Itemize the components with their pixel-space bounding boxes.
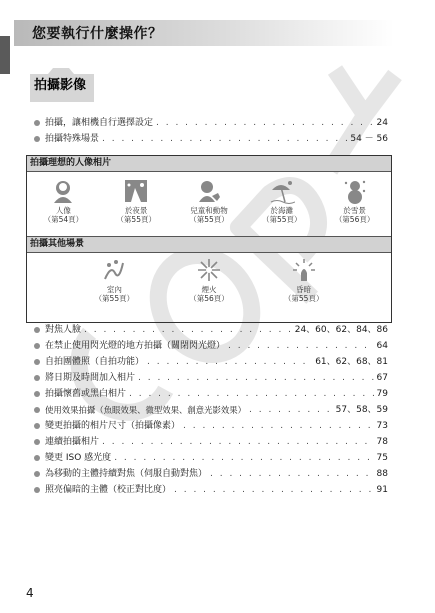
scene-page: （第55頁） bbox=[116, 215, 156, 224]
leader-dots bbox=[228, 340, 374, 352]
toc-item[interactable] bbox=[34, 368, 388, 384]
scene-name: 室內 bbox=[106, 285, 122, 294]
leader-dots bbox=[156, 117, 374, 129]
scene-name: 於海灘 bbox=[270, 206, 294, 215]
bullet-icon bbox=[34, 455, 40, 461]
leader-dots bbox=[249, 404, 333, 416]
bullet-icon bbox=[34, 343, 40, 349]
toc-item[interactable] bbox=[34, 113, 388, 129]
bullet-icon bbox=[34, 375, 40, 381]
scene-name: 煙火 bbox=[201, 285, 217, 294]
scene-name: 於夜景 bbox=[124, 206, 148, 215]
toc-item[interactable] bbox=[34, 416, 388, 432]
leader-dots bbox=[114, 452, 373, 464]
toc-label: 對焦人臉 bbox=[45, 325, 82, 335]
toc-item[interactable] bbox=[34, 129, 388, 145]
scene-kids-pets[interactable] bbox=[173, 178, 246, 224]
bullet-icon bbox=[34, 120, 40, 126]
portrait-scene-grid bbox=[27, 178, 391, 224]
leader-dots bbox=[147, 356, 312, 368]
toc-page: 24、60、62、84、86 bbox=[294, 325, 388, 335]
leader-dots bbox=[174, 484, 374, 496]
toc-page: 67 bbox=[376, 373, 388, 383]
toc-item[interactable] bbox=[34, 432, 388, 448]
bullet-icon bbox=[34, 136, 40, 142]
toc-label: 變更 ISO 感光度 bbox=[45, 453, 112, 463]
kids-pets-icon bbox=[196, 178, 222, 204]
bullet-icon bbox=[34, 407, 40, 413]
scene-snow[interactable] bbox=[318, 178, 391, 224]
bullet-icon bbox=[34, 487, 40, 493]
scene-page: （第55頁） bbox=[262, 215, 302, 224]
toc-page: 78 bbox=[376, 437, 388, 447]
toc-label: 連續拍攝相片 bbox=[45, 437, 100, 447]
scene-box bbox=[26, 155, 392, 323]
toc-item[interactable] bbox=[34, 352, 388, 368]
toc-page: 91 bbox=[376, 485, 388, 495]
toc-label: 變更拍攝的相片尺寸（拍攝像素） bbox=[45, 421, 181, 431]
bullet-icon bbox=[34, 359, 40, 365]
toc-page: 61、62、68、81 bbox=[315, 357, 388, 367]
toc-label: 照亮偏暗的主體（校正對比度） bbox=[45, 485, 172, 495]
scene-night[interactable] bbox=[100, 178, 173, 224]
scene-name: 人像 bbox=[55, 206, 71, 215]
scene-low-light[interactable] bbox=[256, 257, 351, 303]
toc-page: 24 bbox=[376, 118, 388, 128]
portrait-box-title: 拍攝理想的人像相片 bbox=[27, 156, 391, 172]
scene-page: （第56頁） bbox=[334, 215, 375, 224]
scene-name: 於雪景 bbox=[343, 206, 366, 215]
scene-page: （第56頁） bbox=[189, 294, 229, 303]
toc-bottom-list bbox=[34, 320, 388, 496]
bullet-icon bbox=[34, 471, 40, 477]
page-header bbox=[14, 20, 394, 46]
page-title: 您要執行什麼操作？ bbox=[32, 26, 163, 42]
page-number: 4 bbox=[26, 586, 34, 600]
toc-page: 54 － 56 bbox=[350, 134, 388, 144]
other-scene-grid bbox=[27, 257, 391, 303]
scene-page: （第55頁） bbox=[283, 294, 324, 303]
scene-name: 兒童和動物 bbox=[190, 206, 228, 215]
night-scene-icon bbox=[123, 178, 149, 204]
bullet-icon bbox=[34, 423, 40, 429]
scene-beach[interactable] bbox=[245, 178, 318, 224]
leader-dots bbox=[210, 468, 374, 480]
leader-dots bbox=[138, 372, 374, 384]
bullet-icon bbox=[34, 391, 40, 397]
scene-page: （第55頁） bbox=[94, 294, 135, 303]
toc-label: 使用效果拍攝（魚眼效果、微型效果、創意光影效果） bbox=[45, 405, 246, 415]
toc-item[interactable] bbox=[34, 336, 388, 352]
scene-page: （第54頁） bbox=[43, 215, 84, 224]
bullet-icon bbox=[34, 327, 40, 333]
low-light-icon bbox=[291, 257, 317, 283]
toc-item[interactable] bbox=[34, 480, 388, 496]
fireworks-icon bbox=[196, 257, 222, 283]
leader-dots bbox=[183, 420, 374, 432]
scene-page: （第55頁） bbox=[189, 215, 229, 224]
toc-label: 將日期及時間加入相片 bbox=[45, 373, 136, 383]
leader-dots bbox=[102, 436, 374, 448]
toc-item[interactable] bbox=[34, 384, 388, 400]
scene-portrait[interactable] bbox=[27, 178, 100, 224]
toc-label: 在禁止使用閃光燈的地方拍攝（關閉閃光燈） bbox=[45, 341, 226, 351]
leader-dots bbox=[84, 324, 292, 336]
toc-item[interactable] bbox=[34, 464, 388, 480]
toc-page: 88 bbox=[376, 469, 388, 479]
toc-page: 75 bbox=[376, 453, 388, 463]
toc-item[interactable] bbox=[34, 400, 388, 416]
snow-icon bbox=[342, 178, 368, 204]
portrait-icon bbox=[50, 178, 76, 204]
chapter-tab bbox=[0, 36, 10, 74]
toc-label: 拍攝，讓相機自行選擇設定 bbox=[45, 118, 154, 128]
section-title: 拍攝影像 bbox=[34, 78, 87, 93]
toc-page: 64 bbox=[376, 341, 388, 351]
toc-page: 79 bbox=[376, 389, 388, 399]
toc-item[interactable] bbox=[34, 448, 388, 464]
toc-page: 73 bbox=[376, 421, 388, 431]
toc-label: 為移動的主體持續對焦（伺服自動對焦） bbox=[45, 469, 208, 479]
leader-dots bbox=[129, 388, 374, 400]
scene-indoor[interactable] bbox=[67, 257, 162, 303]
toc-label: 拍攝特殊場景 bbox=[45, 134, 100, 144]
bullet-icon bbox=[34, 439, 40, 445]
beach-icon bbox=[269, 178, 295, 204]
toc-label: 拍攝懷舊或黑白相片 bbox=[45, 389, 127, 399]
scene-name: 昏暗 bbox=[296, 285, 312, 294]
leader-dots bbox=[102, 133, 347, 145]
toc-label: 自拍團體照（自拍功能） bbox=[45, 357, 145, 367]
scene-fireworks[interactable] bbox=[162, 257, 257, 303]
toc-top-list bbox=[34, 113, 388, 145]
indoor-icon bbox=[101, 257, 127, 283]
other-box-title: 拍攝其他場景 bbox=[27, 236, 391, 253]
toc-item[interactable] bbox=[34, 320, 388, 336]
toc-page: 57、58、59 bbox=[335, 405, 388, 415]
